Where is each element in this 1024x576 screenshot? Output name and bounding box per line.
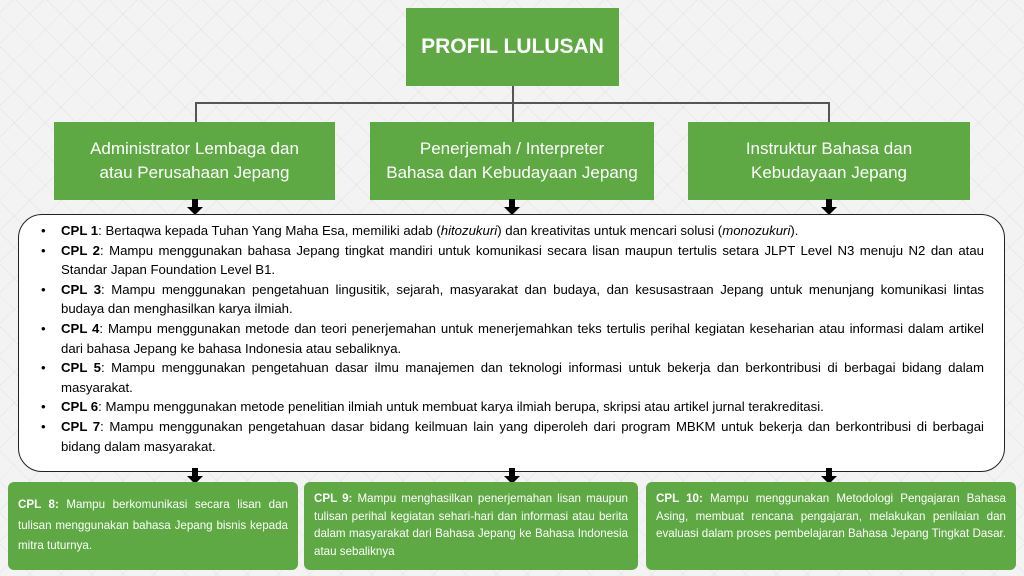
cpl-text: Mampu berkomunikasi secara lisan dan tulisan menggunakan bahasa Jepang bisnis kepada mitra tuturnya. (18, 498, 288, 552)
cpl-text: ). (790, 223, 799, 238)
cpl-item-1 (61, 221, 984, 241)
role-box-instruktur (688, 122, 970, 200)
cpl-term: monozukuri (722, 223, 791, 238)
cpl-text: : Mampu menggunakan metode penelitian ilmiah untuk membuat karya ilmiah berupa, skripsi atau artikel jurnal terakreditasi. (98, 399, 824, 415)
connector-drop-left (195, 102, 197, 122)
role-label-line1: Administrator Lembaga dan (90, 139, 299, 158)
cpl-label: CPL 10: (656, 492, 703, 505)
role-box-penerjemah (370, 122, 654, 200)
role-label-line2: Bahasa dan Kebudayaan Jepang (386, 163, 638, 182)
cpl-9-box (304, 482, 638, 570)
cpl-label: CPL 6 (61, 399, 99, 415)
connector-drop-middle (512, 102, 514, 122)
role-label-line2: atau Perusahaan Jepang (99, 163, 290, 182)
cpl-label: CPL 8: (18, 498, 59, 511)
cpl-text: : Mampu menggunakan pengetahuan dasar bidang keilmuan lain yang diperoleh dari program MBKM untuk bekerja dan berkontribusi di berbagai bidang dalam masyarakat. (61, 418, 984, 454)
cpl-text: ) dan kreativitas untuk mencari solusi ( (497, 223, 723, 238)
role-label-line1: Instruktur Bahasa dan (745, 139, 913, 158)
cpl-label: CPL 4 (61, 320, 100, 336)
cpl-label: CPL 1 (61, 223, 99, 238)
cpl-list (61, 221, 984, 456)
cpl-text: : Mampu menggunakan pengetahuan dasar ilmu manajemen dan teknologi informasi untuk bekerja dan berkontribusi di berbagai bidang dalam masyarakat. (61, 360, 984, 395)
connector-vertical-main (512, 86, 514, 102)
cpl-text: : Mampu menggunakan pengetahuan lingusitik, sejarah, masyarakat dan budaya, dan kesusastraan Jepang untuk menunjang komunikasi lintas budaya dan menghasilkan karya ilmiah. (61, 281, 984, 317)
cpl-8-box (8, 482, 298, 570)
cpl-item-7 (61, 417, 984, 456)
cpl-10-box (646, 482, 1016, 570)
cpl-list-panel (18, 214, 1005, 472)
cpl-item-5 (61, 358, 984, 397)
role-label-line2: Kebudayaan Jepang (751, 163, 907, 182)
cpl-item-4 (61, 319, 984, 358)
cpl-text: : Mampu menggunakan metode dan teori penerjemahan untuk menerjemahkan teks tertulis perihal kegiatan keseharian atau informasi dalam artikel dari bahasa Jepang ke bahasa Indonesia atau sebaliknya. (61, 320, 984, 356)
cpl-label: CPL 5 (61, 360, 101, 376)
role-label-line1: Penerjemah / Interpreter (419, 139, 605, 158)
cpl-text: : Mampu menggunakan bahasa Jepang tingkat mandiri untuk komunikasi secara lisan maupun tertulis setara JLPT Level N3 menuju N2 dan atau Standar Japan Foundation Level B1. (61, 242, 984, 278)
role-box-administrator (54, 122, 335, 200)
cpl-text: Mampu menghasilkan penerjemahan lisan maupun tulisan perihal kegiatan sehari-hari dan informasi atau berita dalam masyarakat dari Bahasa Jepang ke Bahasa Indonesia atau sebaliknya (314, 492, 629, 558)
cpl-label: CPL 7 (61, 418, 101, 434)
cpl-label: CPL 3 (61, 281, 102, 297)
cpl-label: CPL 9: (314, 492, 353, 505)
cpl-term: hitozukuri (440, 223, 498, 238)
cpl-item-6 (61, 397, 984, 417)
profil-lulusan-title: PROFIL LULUSAN (406, 8, 619, 86)
cpl-item-3 (61, 280, 984, 319)
cpl-text: Mampu menggunakan Metodologi Pengajaran Bahasa Asing, membuat rencana pengajaran, melakukan penilaian dan evaluasi dalam proses pembelajaran Bahasa Jepang Tingkat Dasar. (656, 492, 1006, 540)
cpl-text: : Bertaqwa kepada Tuhan Yang Maha Esa, memiliki adab ( (98, 223, 441, 238)
connector-drop-right (828, 102, 830, 122)
cpl-item-2 (61, 241, 984, 280)
cpl-label: CPL 2 (61, 242, 100, 258)
